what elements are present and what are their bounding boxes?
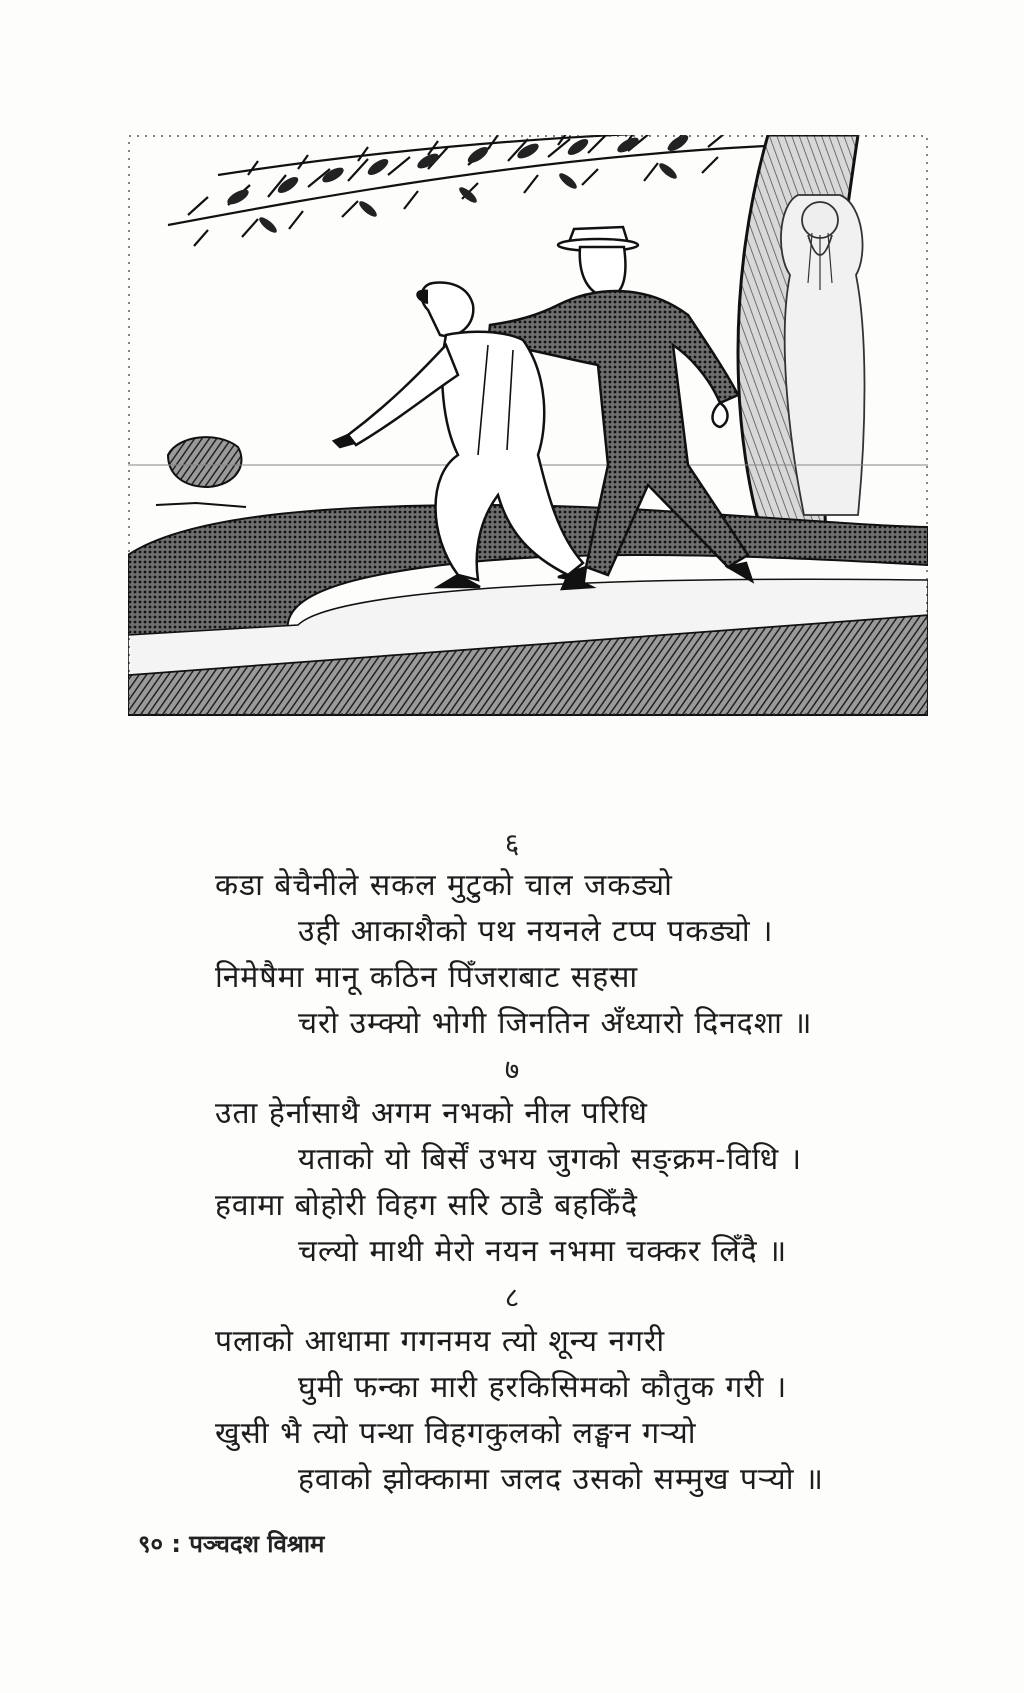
- footer-separator: :: [171, 1530, 181, 1558]
- verse-number-6: ६: [504, 827, 520, 860]
- page-number: ९०: [138, 1530, 163, 1558]
- verse-number-7: ७: [504, 1053, 520, 1086]
- verse-number-8: ८: [504, 1281, 520, 1314]
- illustration-svg: [128, 135, 928, 775]
- verse-7-line-3: हवामा बोहोरी विहग सरि ठाडै बहकिँदै: [215, 1188, 639, 1223]
- verse-6-line-1: कडा बेचैनीले सकल मुटुको चाल जकड्यो: [215, 868, 673, 903]
- verse-8-line-4: हवाको झोक्कामा जलद उसको सम्मुख पर्‍यो ॥: [298, 1462, 824, 1497]
- verse-8-line-1: पलाको आधामा गगनमय त्यो शून्य नगरी: [215, 1324, 666, 1359]
- verse-8-line-2: घुमी फन्का मारी हरकिसिमको कौतुक गरी ।: [298, 1370, 788, 1405]
- verse-7-line-4: चल्यो माथी मेरो नयन नभमा चक्कर लिँदै ॥: [298, 1234, 788, 1269]
- verse-7-line-1: उता हेर्नासाथै अगम नभको नील परिधि: [215, 1096, 648, 1131]
- page-footer: [138, 1528, 324, 1560]
- verse-7-line-2: यताको यो बिर्सें उभय जुगको सङ्क्रम-विधि ।: [298, 1142, 803, 1177]
- background-stone: [156, 437, 246, 507]
- verse-6-line-4: चरो उम्क्यो भोगी जिनतिन अँध्यारो दिनदशा ॥: [298, 1006, 813, 1041]
- verse-8-line-3: खुसी भै त्यो पन्था विहगकुलको लङ्घन गर्‍यो: [215, 1416, 697, 1451]
- illustration-two-men-by-tree: [128, 135, 928, 775]
- book-title: पञ्चदश विश्राम: [189, 1530, 325, 1558]
- verse-6-line-3: निमेषैमा मानू कठिन पिँजराबाट सहसा: [215, 960, 639, 995]
- verse-6-line-2: उही आकाशैको पथ नयनले टप्प पकड्यो ।: [298, 914, 774, 949]
